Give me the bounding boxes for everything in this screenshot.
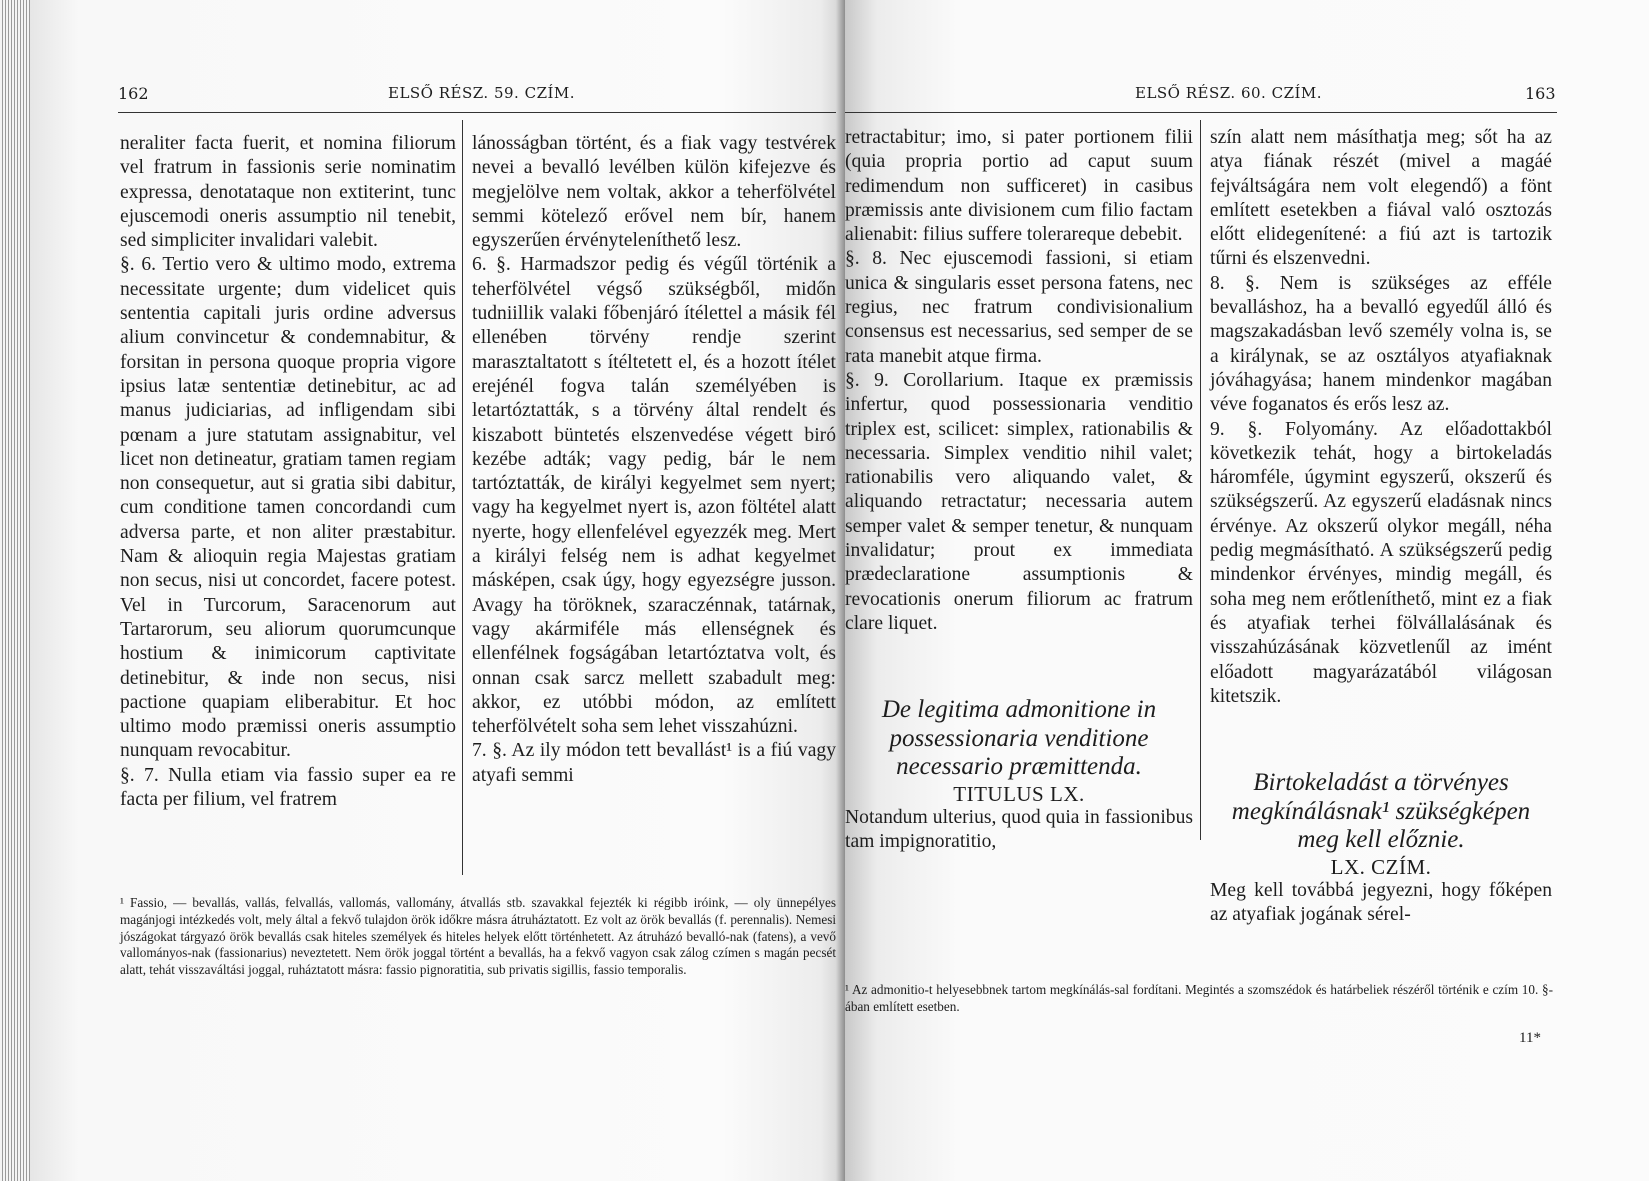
hungarian-paragraph: Meg kell továbbá jegyezni, hogy főképen az atyafiak jogának sérel- [1210,879,1552,926]
left-running-head: ELSŐ RÉSZ. 59. CZÍM. [388,84,576,102]
hungarian-paragraph: 9. §. Folyomány. Az előadottakból következik tehát, hogy a birtokeladás háromféle, úgymint egyszerű, okszerű és szükségszerű. Az egyszerű eladásnak nincs érvénye. Az okszerű olykor megáll, néha pedig megmásítható. A szükségszerű pedig mindenkor érvényes, mindig megáll, és soha meg nem erőtleníthető, mint ez a fiak és atyafiak terhei fölvállalásának és visszahúzásának közvetlenűl az imént előadott magyarázatából világosan kitetszik. [1210,418,1552,707]
right-latin-column [845,126,1193,855]
hungarian-paragraph: szín alatt nem másíthatja meg; sőt ha az atya fiának részét (mivel a magáé fejváltságára nem volt elegendő) a fönt említett esetekben a fiával való osztozás előtt elidegenítené: a fiú azt is tartozik tűrni és elszenvedni. [1210,127,1552,270]
right-column-divider [1200,120,1201,840]
right-running-head: ELSŐ RÉSZ. 60. CZÍM. [1135,84,1323,102]
left-page-number: 162 [118,84,149,103]
left-footnote: ¹ Fassio, — bevallás, vallás, felvallás, vallomás, vallomány, átvallás stb. szavakkal fejezték ki régibb iróink, — oly ünnepélyes magánjogi intézkedés volt, mely által a fekvő tulajdon örök időkre másra átruháztatott. Ez volt az örök bevallás (f. perennalis). Nemesi jószágokat tárgyazó örök bevallás csak hiteles személyek és hiteles helyek előtt történhetett. Az átruházó bevalló-nak (fatens), a vevő vallományos-nak (fassionarius) neveztetett. Nem örök joggal történt a bevallás, ha a fekvő vagyon csak zálog czímen s magán pecsét alatt, tehát visszaváltási joggal, ruháztatott másra: fassio pignoratitia, sub privatis sigillis, fassio temporalis. [120,895,836,978]
left-page [30,0,845,1181]
hungarian-paragraph: 7. §. Az ily módon tett bevallást¹ is a fiú vagy atyafi semmi [472,740,836,786]
right-footnote: ¹ Az admonitio-t helyesebbnek tartom megkínálás-sal fordítani. Megintés a szomszédok és határbeliek részéről történik e czím 10. §-ában említett esetben. [845,982,1553,1014]
latin-title-heading: De legitima admonitione in possessionaria venditione necessario præmittenda. [881,696,1157,781]
left-hungarian-column [472,132,836,788]
page-edges [0,0,30,1181]
hungarian-title-heading: Birtokeladást a törvényes megkínálásnak¹ szükségképen meg kell előznie. [1231,769,1531,854]
latin-title-number: TITULUS LX. [953,781,1085,806]
left-latin-column [120,132,456,812]
latin-paragraph: §. 6. Tertio vero & ultimo modo, extrema necessitate urgente; dum videlicet quis sententia capitali juris ordine adversus alium convincetur & condemnabitur, & forsitan in persona quoque propria vigore ipsius latæ sententiæ detinebitur, ac ad manus judiciarias, ad infligendam sibi pœnam a jure statutam assignabitur, vel licet non detineatur, gratiam tamen regiam non consequetur, aut si gratia sibi dabitur, cum conditione tamen concordandi cum adversa parte, et non aliter præstabitur. Nam & alioquin regia Majestas gratiam non secus, nisi ut concordet, facere potest. Vel in Turcorum, Saracenorum aut Tartarorum, seu aliorum quorumcunque hostium & inimicorum captivitate detinebitur, & inde non secus, nisi pactione quapiam eliberabitur. Et hoc ultimo modo præmissi oneris assumptio nunquam revocabitur. [120,254,456,762]
signature-mark: 11* [1519,1030,1541,1046]
latin-paragraph: §. 8. Nec ejuscemodi fassioni, si etiam unica & singularis esset persona fatens, nec regius, nec fratrum condivisionalium consensus est necessarius, sed semper de se rata manebit atque firma. [845,248,1193,367]
left-column-divider [462,120,463,875]
hungarian-paragraph: lánosságban történt, és a fiak vagy testvérek nevei a bevalló levélben külön kifejezve és megjelölve nem voltak, akkor a teherfölvétel semmi kötelező erővel nem bír, hanem egyszerűen érvényteleníthető lesz. [472,133,836,252]
hungarian-paragraph: 8. §. Nem is szükséges az efféle bevalláshoz, ha a bevalló egyedűl álló és magszakadásban levő személy volna is, se a királynak, se az osztályos atyafiaknak jóváhagyása; hanem mindenkor magában véve foganatos és erős lesz az. [1210,272,1552,416]
right-page-number: 163 [1525,84,1556,103]
latin-paragraph: retractabitur; imo, si pater portionem filii (quia propria portio ad caput suum redimendum non sufficeret) in casibus præmissis ante divisionem cum filio factam alienabit: filius suffere tolerareque debebit. [845,127,1193,246]
left-header-rule [118,112,845,113]
latin-paragraph: §. 9. Corollarium. Itaque ex præmissis infertur, quod possessionaria venditio triplex est, scilicet: simplex, rationabilis & necessaria. Simplex venditio nihil valet; rationabilis vero aliquando valet, & aliquando retractatur; necessaria autem semper valet & semper tenetur, & nunquam invalidatur; prout ex immediata prædeclaratione assumptionis & revocationis onerum filiorum ac fratrum clare liquet. [845,369,1193,634]
right-header-rule [845,112,1557,113]
hungarian-title-number: LX. CZÍM. [1330,854,1432,879]
latin-paragraph: Notandum ulterius, quod quia in fassionibus tam impignoratitio, [845,807,1193,853]
right-page [845,0,1649,1181]
latin-paragraph: neraliter facta fuerit, et nomina filiorum vel fratrum in fassionis serie nominatim expressa, denotataque non extiterint, tunc ejuscemodi oneris assumptio nil tenebit, sed simpliciter invalidari valebit. [120,133,456,252]
right-hungarian-column [1210,126,1552,928]
hungarian-paragraph: 6. §. Harmadszor pedig és végűl történik a teherfölvétel végső szükségből, midőn tudniillik valaki főbenjáró ítélettel a másik fél ellenében törvény rendje szerint marasztaltatott s ítéltetett el, és a hozott ítélet erejénél fogva talán személyében is letartóztatták, s a törvény által rendelt és kiszabott büntetés elszenvedése végett biró kezébe adták; vagy pedig, bár le nem tartóztatták, de királyi kegyelmet sem nyert; vagy ha kegyelmet nyert is, azon föltétel alatt nyerte, hogy ellenfelével egyezzék meg. Mert a királyi felség nem is adhat kegyelmet másképen, csak úgy, hogy egyezségre jusson. Avagy ha töröknek, szaraczénnak, tatárnak, vagy akármiféle más ellenségnek és ellenfélnek fogságában letartóztatva volt, és onnan csak sarcz mellett szabadult meg: akkor, ez utóbbi módon, az említett teherfölvételt soha sem lehet visszahúzni. [472,254,836,738]
latin-paragraph: §. 7. Nulla etiam via fassio super ea re facta per filium, vel fratrem [120,764,456,811]
